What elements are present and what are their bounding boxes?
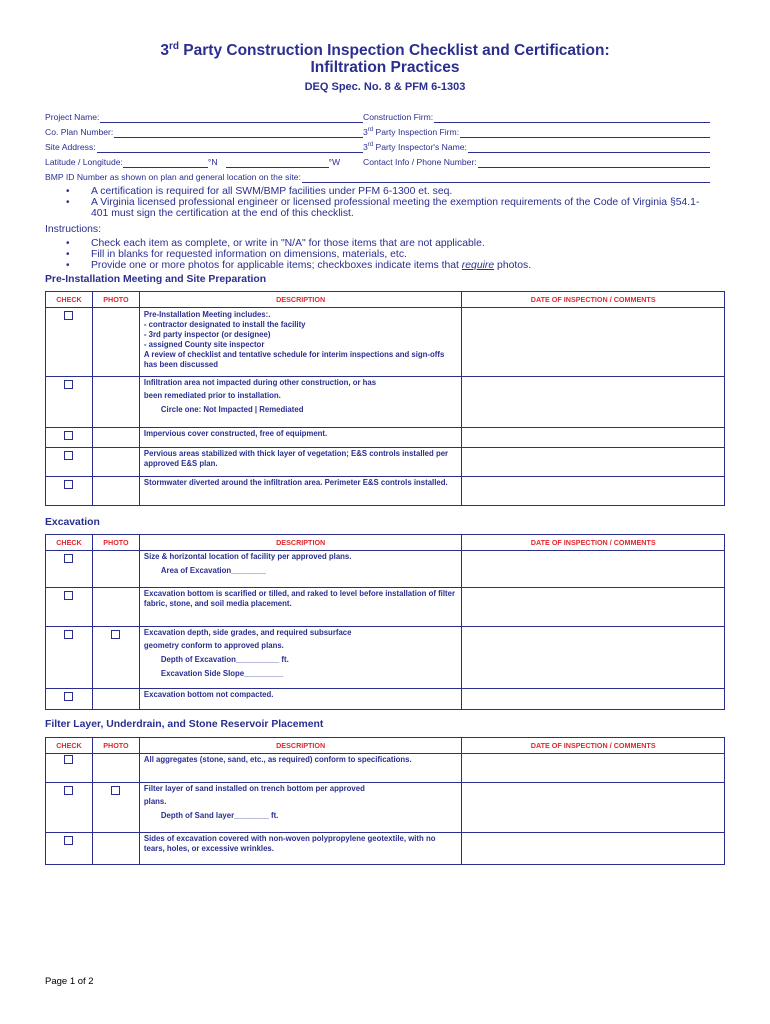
- column-header-date: DATE OF INSPECTION / COMMENTS: [462, 292, 725, 308]
- table-row: [46, 477, 725, 506]
- table-row: [46, 689, 725, 710]
- column-header-photo: PHOTO: [92, 292, 139, 308]
- bmp-id-field[interactable]: [302, 173, 710, 183]
- title-rest: Party Construction Inspection Checklist and Certification:: [179, 42, 610, 59]
- page-number: Page 1 of 2: [45, 976, 94, 987]
- north-label: °N: [207, 157, 218, 167]
- latitude-field[interactable]: [123, 158, 208, 168]
- site-address-field[interactable]: [97, 143, 363, 153]
- section-title-excavation: Excavation: [45, 517, 100, 528]
- page-subtitle: DEQ Spec. No. 8 & PFM 6-1303: [304, 81, 466, 93]
- comments-cell[interactable]: [462, 627, 725, 689]
- bmp-id-label: BMP ID Number as shown on plan and general location on the site:: [45, 172, 301, 182]
- title-prefix: 3: [160, 42, 169, 59]
- check-checkbox[interactable]: [64, 630, 73, 639]
- table-row: [46, 377, 725, 428]
- check-checkbox[interactable]: [64, 451, 73, 460]
- instructions-list: [66, 238, 706, 271]
- description-line: Pre-Installation Meeting includes:.: [143, 310, 271, 319]
- column-header-description: DESCRIPTION: [139, 535, 462, 551]
- description-line: A review of checklist and tentative schedule for interim inspections and sign-offs has been discussed: [143, 350, 445, 369]
- require-emphasis: require: [461, 260, 495, 271]
- check-checkbox[interactable]: [64, 380, 73, 389]
- title-sup: rd: [169, 41, 179, 52]
- depth-of-excavation-field[interactable]: Depth of Excavation__________ ft.: [160, 655, 289, 664]
- table-header-row: [46, 292, 725, 308]
- table-row: [46, 783, 725, 833]
- comments-cell[interactable]: [462, 551, 725, 588]
- table-row: [46, 308, 725, 377]
- table-row: [46, 448, 725, 477]
- column-header-description: DESCRIPTION: [139, 292, 462, 308]
- comments-cell[interactable]: [462, 308, 725, 377]
- comments-cell[interactable]: [462, 833, 725, 865]
- table-row: [46, 833, 725, 865]
- west-label: °W: [328, 157, 341, 167]
- longitude-field[interactable]: [226, 158, 329, 168]
- area-of-excavation-field[interactable]: Area of Excavation________: [160, 566, 266, 575]
- list-item: • Check each item as complete, or write in "N/A" for those items that are not applicable.: [66, 238, 706, 249]
- page-title-line2: Infiltration Practices: [310, 59, 460, 76]
- column-header-check: CHECK: [46, 738, 93, 754]
- latlon-label: Latitude / Longitude:: [45, 157, 123, 167]
- project-info: [45, 108, 710, 183]
- comments-cell[interactable]: [462, 783, 725, 833]
- check-checkbox[interactable]: [64, 692, 73, 701]
- list-item: • A Virginia licensed professional engineer or licensed professional meeting the exemption requirements of the Code of Virginia §54.1-401 must sign the certification at the end of this checklist.: [66, 197, 706, 219]
- description-line: Excavation bottom not compacted.: [143, 690, 274, 699]
- section-title-filter-layer: Filter Layer, Underdrain, and Stone Reservoir Placement: [45, 719, 324, 730]
- description-line: - contractor designated to install the facility: [143, 320, 306, 329]
- table-header-row: [46, 535, 725, 551]
- plan-number-field[interactable]: [114, 128, 363, 138]
- description-line: Pervious areas stabilized with thick layer of vegetation; E&S controls installed per approved E&S plan.: [143, 449, 449, 468]
- check-checkbox[interactable]: [64, 836, 73, 845]
- list-item: • A certification is required for all SWM/BMP facilities under PFM 6-1300 et. seq.: [66, 186, 706, 197]
- inspection-firm-label: 3rd Party Inspection Firm:: [363, 127, 460, 137]
- list-item: • Fill in blanks for requested information on dimensions, materials, etc.: [66, 249, 706, 260]
- plan-number-label: Co. Plan Number:: [45, 127, 114, 137]
- check-checkbox[interactable]: [64, 591, 73, 600]
- column-header-date: DATE OF INSPECTION / COMMENTS: [462, 738, 725, 754]
- description-line: Impervious cover constructed, free of equipment.: [143, 429, 328, 438]
- comments-cell[interactable]: [462, 689, 725, 710]
- excavation-table: [45, 534, 725, 710]
- section-title-pre-installation: Pre-Installation Meeting and Site Preparation: [45, 274, 267, 285]
- page-title: [0, 38, 770, 59]
- inspector-name-field[interactable]: [468, 143, 710, 153]
- list-item: • Provide one or more photos for applicable items; checkboxes indicate items that require photos.: [66, 260, 706, 271]
- comments-cell[interactable]: [462, 428, 725, 448]
- comments-cell[interactable]: [462, 448, 725, 477]
- check-checkbox[interactable]: [64, 480, 73, 489]
- description-line: Sides of excavation covered with non-woven polypropylene geotextile, with no tears, holes, or excessive wrinkles.: [143, 834, 436, 853]
- column-header-check: CHECK: [46, 292, 93, 308]
- check-checkbox[interactable]: [64, 786, 73, 795]
- site-address-label: Site Address:: [45, 142, 96, 152]
- filter-layer-table: [45, 737, 725, 865]
- intro-bullets: [66, 186, 706, 219]
- description-line: plans.: [143, 797, 167, 806]
- check-checkbox[interactable]: [64, 431, 73, 440]
- table-row: [46, 588, 725, 627]
- project-name-label: Project Name:: [45, 112, 100, 122]
- description-line: Excavation depth, side grades, and required subsurface: [143, 628, 352, 637]
- column-header-check: CHECK: [46, 535, 93, 551]
- contact-label: Contact Info / Phone Number:: [363, 157, 477, 167]
- table-row: [46, 754, 725, 783]
- description-line: All aggregates (stone, sand, etc., as required) conform to specifications.: [143, 755, 412, 764]
- construction-firm-label: Construction Firm:: [363, 112, 434, 122]
- description-line: Filter layer of sand installed on trench bottom per approved: [143, 784, 365, 793]
- description-line: Stormwater diverted around the infiltration area. Perimeter E&S controls installed.: [143, 478, 448, 487]
- inspector-name-label: 3rd Party Inspector's Name:: [363, 142, 467, 152]
- check-checkbox[interactable]: [64, 554, 73, 563]
- description-line: geometry conform to approved plans.: [143, 641, 284, 650]
- pre-installation-table: [45, 291, 725, 506]
- table-row: [46, 627, 725, 689]
- comments-cell[interactable]: [462, 754, 725, 783]
- title-block: [0, 38, 770, 93]
- circle-one-options[interactable]: Circle one: Not Impacted | Remediated: [160, 405, 304, 414]
- photo-checkbox[interactable]: [111, 630, 120, 639]
- column-header-date: DATE OF INSPECTION / COMMENTS: [462, 535, 725, 551]
- depth-of-sand-field[interactable]: Depth of Sand layer________ ft.: [160, 811, 279, 820]
- check-checkbox[interactable]: [64, 311, 73, 320]
- photo-checkbox[interactable]: [111, 786, 120, 795]
- inspection-firm-field[interactable]: [460, 128, 710, 138]
- contact-field[interactable]: [478, 158, 710, 168]
- description-line: been remediated prior to installation.: [143, 391, 281, 400]
- table-header-row: [46, 738, 725, 754]
- description-line: - assigned County site inspector: [143, 340, 265, 349]
- description-line: - 3rd party inspector (or designee): [143, 330, 271, 339]
- description-line: Size & horizontal location of facility per approved plans.: [143, 552, 352, 561]
- instructions-label: Instructions:: [45, 224, 102, 235]
- side-slope-field[interactable]: Excavation Side Slope_________: [160, 669, 284, 678]
- table-row: [46, 551, 725, 588]
- comments-cell[interactable]: [462, 377, 725, 428]
- description-line: Excavation bottom is scarified or tilled, and raked to level before installation of filter fabric, stone, and soil media placement.: [143, 589, 455, 608]
- check-checkbox[interactable]: [64, 755, 73, 764]
- column-header-photo: PHOTO: [92, 535, 139, 551]
- project-name-field[interactable]: [100, 113, 363, 123]
- column-header-description: DESCRIPTION: [139, 738, 462, 754]
- comments-cell[interactable]: [462, 477, 725, 506]
- description-line: Infiltration area not impacted during other construction, or has: [143, 378, 377, 387]
- comments-cell[interactable]: [462, 588, 725, 627]
- table-row: [46, 428, 725, 448]
- construction-firm-field[interactable]: [434, 113, 710, 123]
- column-header-photo: PHOTO: [92, 738, 139, 754]
